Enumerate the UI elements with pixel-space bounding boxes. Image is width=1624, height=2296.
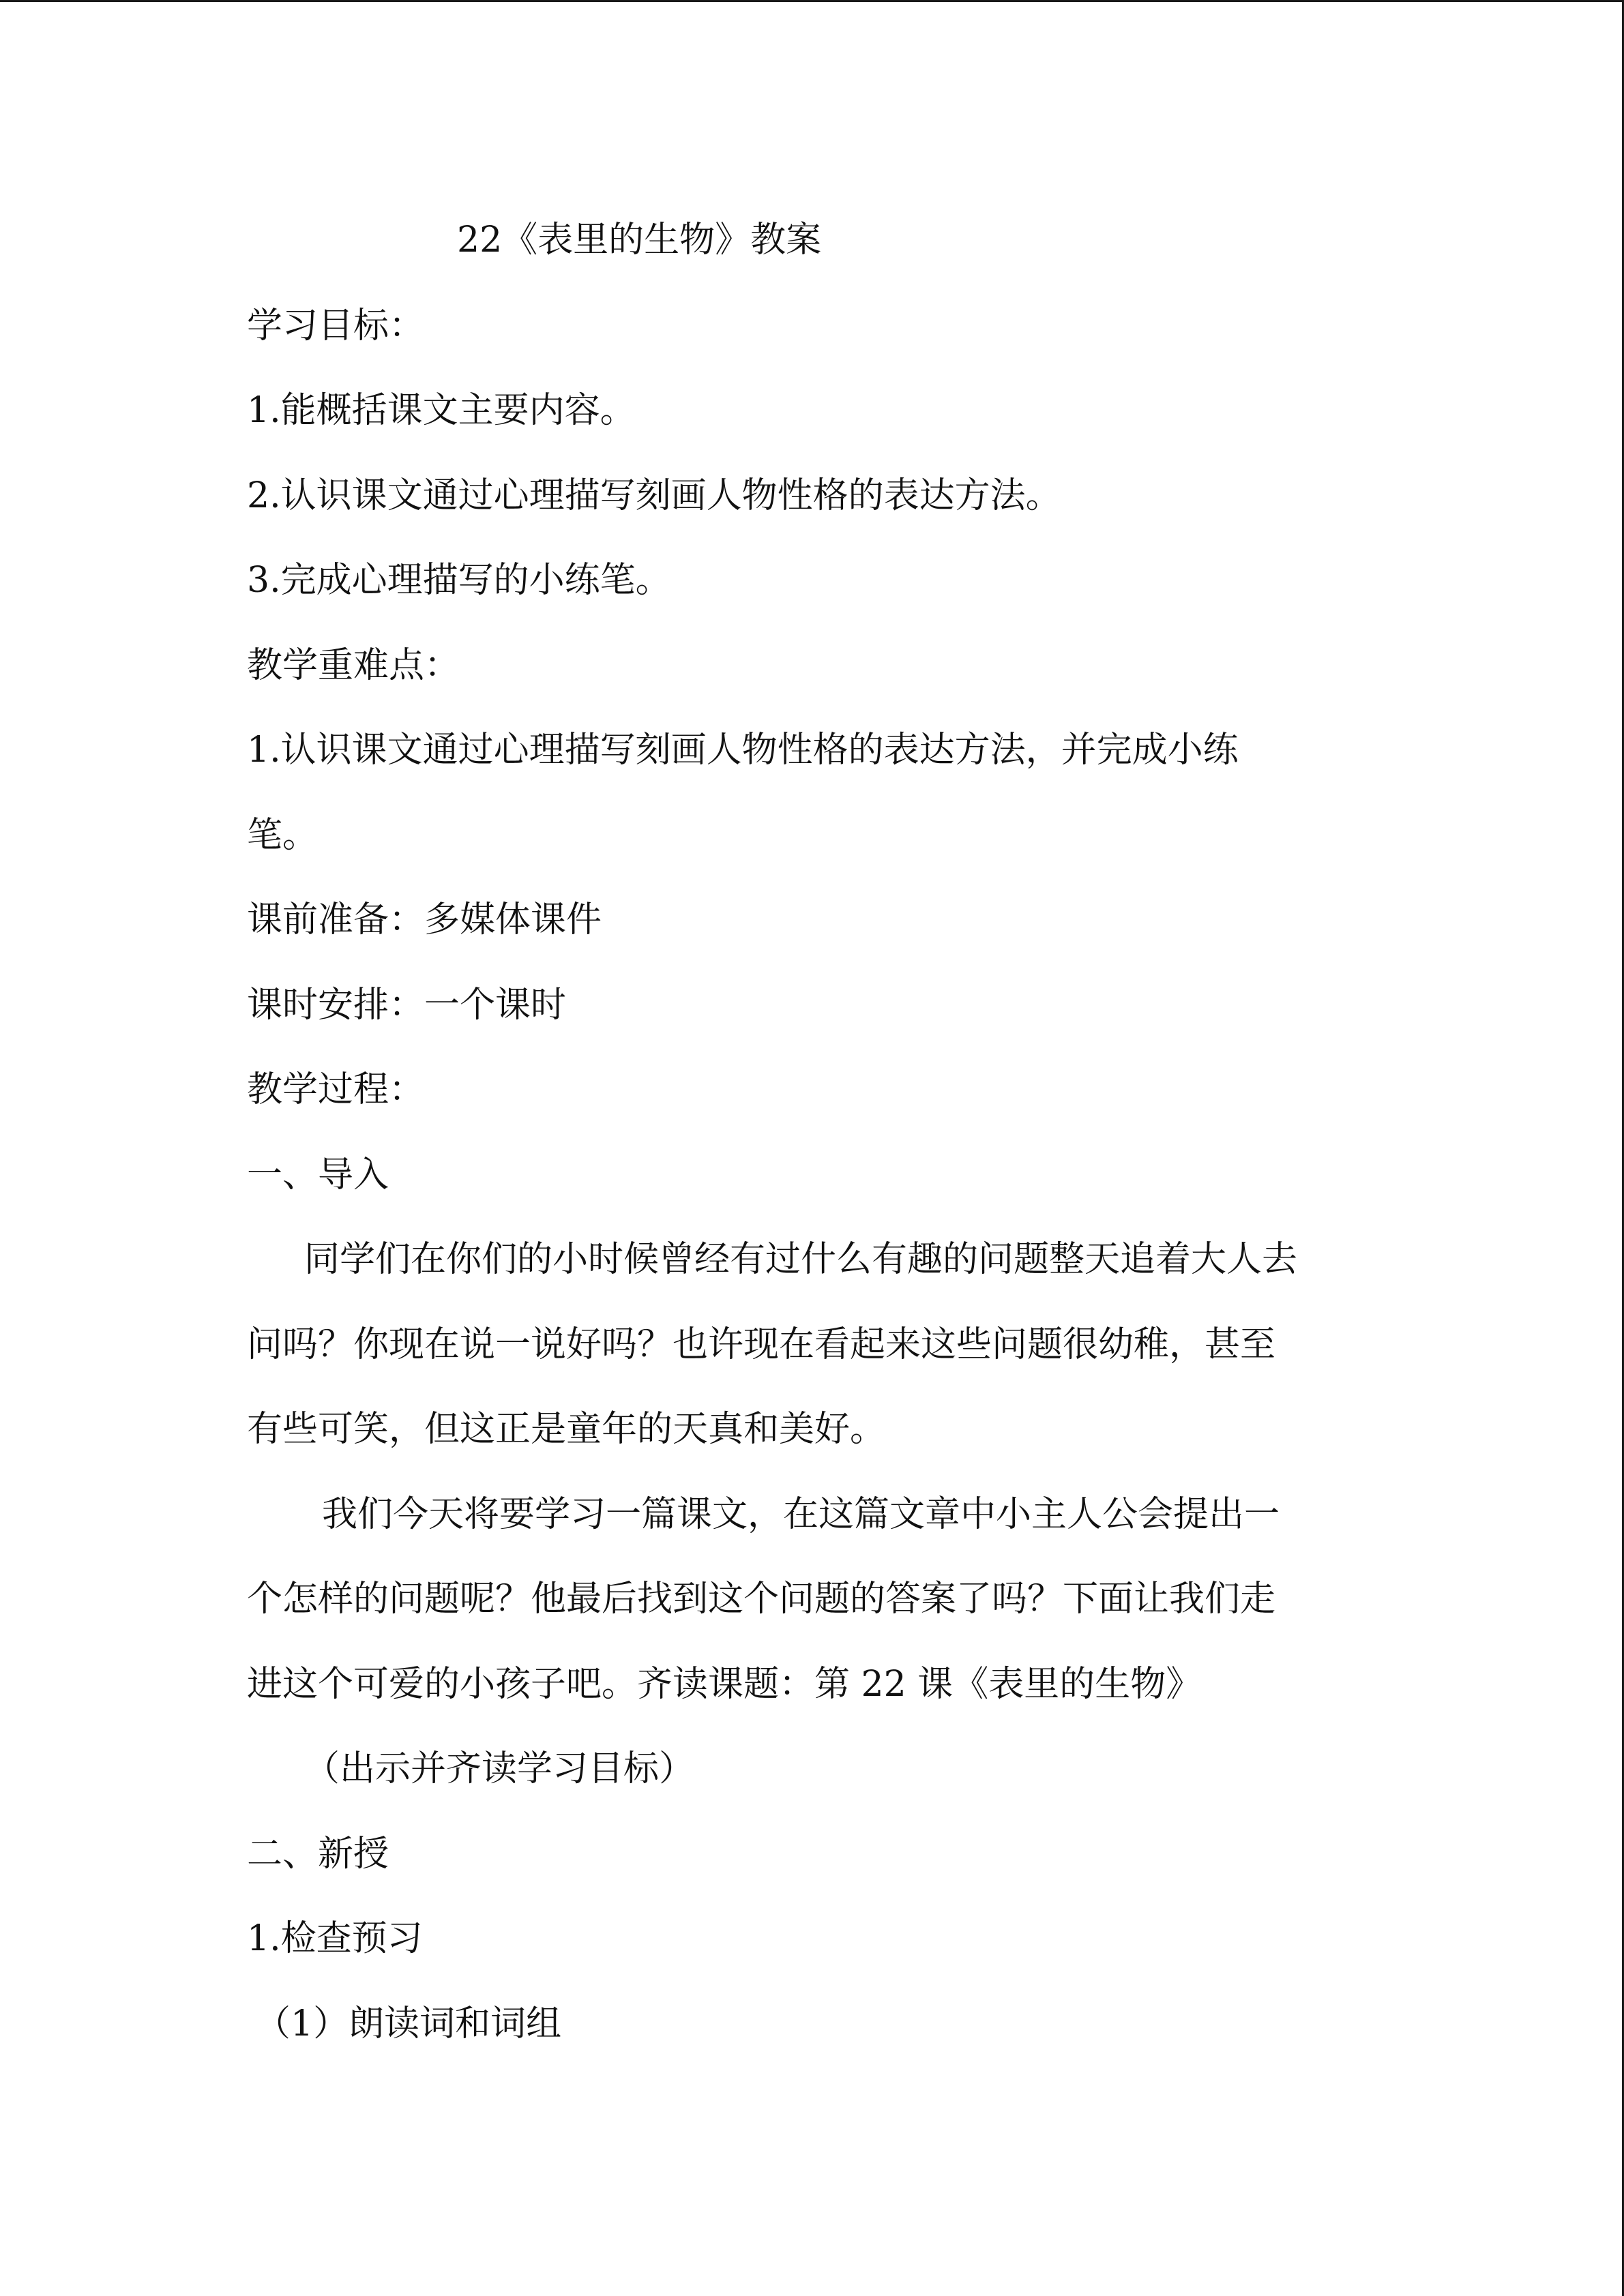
objective-item-3: 3.完成心理描写的小练笔。	[247, 560, 671, 601]
objective-item-2: 2.认识课文通过心理描写刻画人物性格的表达方法。	[247, 475, 1061, 516]
section-heading-process: 教学过程：	[247, 1069, 425, 1110]
intro-paragraph-1-line-2: 问吗？你现在说一说好吗？也许现在看起来这些问题很幼稚，甚至	[247, 1324, 1276, 1365]
preparation-line: 课前准备：多媒体课件	[247, 899, 602, 940]
page-border-top	[0, 0, 1624, 2]
objectives-reading-note: （出示并齐读学习目标）	[304, 1748, 695, 1789]
intro-paragraph-1-line-3: 有些可笑，但这正是童年的天真和美好。	[247, 1409, 886, 1450]
step-heading-preview-check: 1.检查预习	[247, 1918, 423, 1959]
subsection-heading-intro: 一、导入	[247, 1154, 389, 1195]
subsection-heading-new-lesson: 二、新授	[247, 1834, 389, 1875]
intro-paragraph-2-line-1: 我们今天将要学习一篇课文，在这篇文章中小主人公会提出一	[322, 1494, 1280, 1535]
intro-paragraph-1-line-1: 同学们在你们的小时候曾经有过什么有趣的问题整天追着大人去	[304, 1239, 1298, 1280]
document-title: 22《表里的生物》教案	[457, 220, 822, 260]
key-point-item-1: 1.认识课文通过心理描写刻画人物性格的表达方法，并完成小练	[247, 730, 1239, 771]
schedule-line: 课时安排：一个课时	[247, 985, 567, 1026]
step-item-read-words: （1）朗读词和词组	[255, 2003, 562, 2044]
intro-paragraph-2-line-2: 个怎样的问题呢？他最后找到这个问题的答案了吗？下面让我们走	[247, 1579, 1276, 1620]
section-heading-objectives: 学习目标：	[247, 305, 425, 346]
intro-paragraph-2-line-3: 进这个可爱的小孩子吧。齐读课题：第 22 课《表里的生物》	[247, 1664, 1202, 1705]
section-heading-key-points: 教学重难点：	[247, 645, 460, 686]
objective-item-1: 1.能概括课文主要内容。	[247, 390, 636, 431]
key-point-item-1-continued: 笔。	[247, 815, 319, 856]
